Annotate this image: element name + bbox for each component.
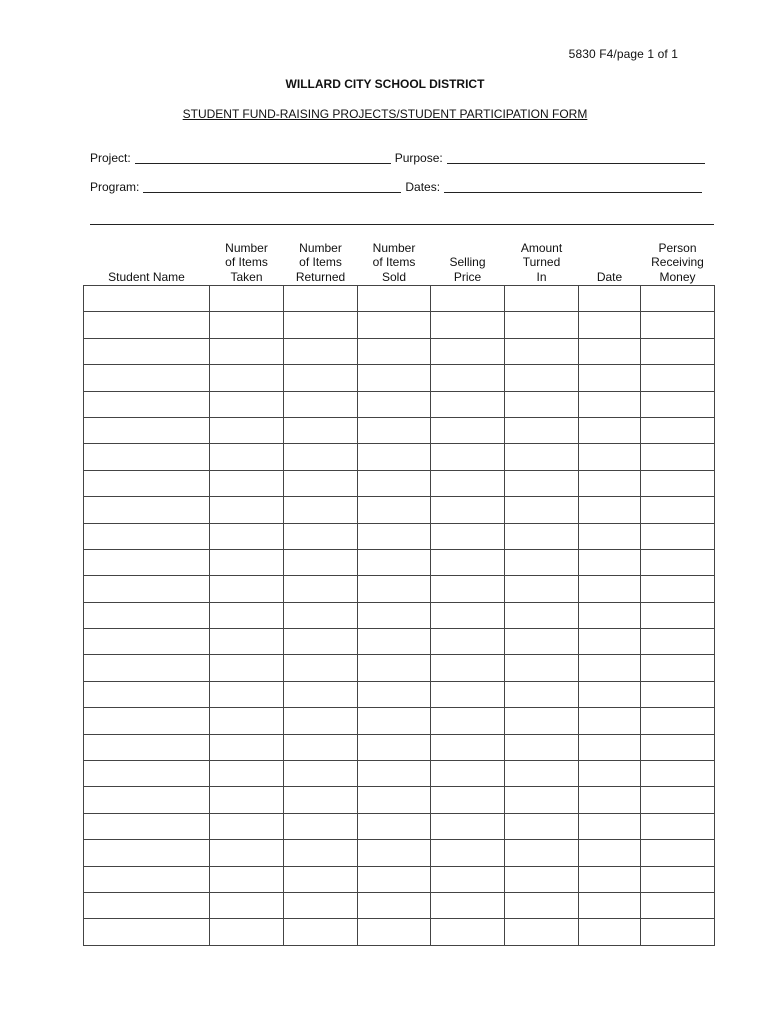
table-cell[interactable]: [358, 919, 431, 945]
table-cell[interactable]: [641, 470, 715, 496]
table-row: [84, 312, 715, 338]
table-row: [84, 417, 715, 443]
table-cell[interactable]: [641, 312, 715, 338]
form-title: STUDENT FUND-RAISING PROJECTS/STUDENT PARTICIPATION FORM: [182, 107, 588, 121]
table-cell[interactable]: [284, 655, 358, 681]
table-cell[interactable]: [84, 866, 210, 892]
table-cell[interactable]: [579, 629, 641, 655]
table-cell[interactable]: [284, 444, 358, 470]
table-cell[interactable]: [284, 840, 358, 866]
table-cell[interactable]: [431, 761, 505, 787]
table-cell[interactable]: [284, 497, 358, 523]
table-cell[interactable]: [358, 813, 431, 839]
table-row: [84, 497, 715, 523]
table-cell[interactable]: [505, 813, 579, 839]
project-purpose-line: [90, 151, 714, 165]
table-cell[interactable]: [284, 681, 358, 707]
table-cell[interactable]: [284, 708, 358, 734]
dates-field[interactable]: [444, 180, 702, 193]
table-cell[interactable]: [431, 708, 505, 734]
col-header-items-returned: Number of Items Returned: [295, 240, 346, 284]
table-cell[interactable]: [84, 338, 210, 364]
table-cell[interactable]: [84, 444, 210, 470]
table-cell[interactable]: [84, 813, 210, 839]
table-cell[interactable]: [84, 655, 210, 681]
table-cell[interactable]: [284, 602, 358, 628]
table-cell[interactable]: [358, 497, 431, 523]
table-cell[interactable]: [358, 734, 431, 760]
table-row: [84, 787, 715, 813]
table-cell[interactable]: [358, 417, 431, 443]
table-cell[interactable]: [431, 523, 505, 549]
table-row: [84, 391, 715, 417]
table-cell[interactable]: [579, 286, 641, 312]
table-cell[interactable]: [505, 576, 579, 602]
table-cell[interactable]: [431, 470, 505, 496]
table-cell[interactable]: [284, 919, 358, 945]
table-cell[interactable]: [641, 919, 715, 945]
table-cell[interactable]: [431, 312, 505, 338]
col-header-person-receiving: Person Receiving Money: [651, 240, 704, 284]
table-cell[interactable]: [579, 655, 641, 681]
table-cell[interactable]: [431, 365, 505, 391]
col-header-amount-turned-in: Amount Turned In: [520, 240, 563, 284]
table-cell[interactable]: [505, 761, 579, 787]
table-cell[interactable]: [431, 391, 505, 417]
table-cell[interactable]: [84, 523, 210, 549]
table-cell[interactable]: [210, 365, 284, 391]
table-cell[interactable]: [505, 470, 579, 496]
table-row: [84, 892, 715, 918]
table-cell[interactable]: [84, 365, 210, 391]
table-cell[interactable]: [284, 523, 358, 549]
table-cell[interactable]: [641, 681, 715, 707]
table-cell[interactable]: [641, 523, 715, 549]
table-cell[interactable]: [505, 523, 579, 549]
table-cell[interactable]: [641, 576, 715, 602]
table-row: [84, 549, 715, 575]
table-row: [84, 365, 715, 391]
table-cell[interactable]: [284, 734, 358, 760]
table-cell[interactable]: [505, 787, 579, 813]
table-cell[interactable]: [210, 681, 284, 707]
col-header-items-sold: Number of Items Sold: [372, 240, 416, 284]
table-cell[interactable]: [579, 681, 641, 707]
table-cell[interactable]: [505, 734, 579, 760]
table-cell[interactable]: [579, 787, 641, 813]
table-cell[interactable]: [505, 497, 579, 523]
table-cell[interactable]: [84, 312, 210, 338]
table-cell[interactable]: [579, 708, 641, 734]
table-cell[interactable]: [505, 549, 579, 575]
table-cell[interactable]: [505, 681, 579, 707]
project-label: Project:: [90, 151, 131, 165]
table-cell[interactable]: [358, 892, 431, 918]
table-cell[interactable]: [431, 444, 505, 470]
table-cell[interactable]: [84, 417, 210, 443]
page-ref: 5830 F4/page 1 of 1: [568, 47, 678, 61]
participation-table: [83, 236, 715, 946]
table-row: [84, 444, 715, 470]
table-cell[interactable]: [210, 602, 284, 628]
table-cell[interactable]: [210, 576, 284, 602]
table-row: [84, 761, 715, 787]
col-header-date: Date: [596, 269, 623, 284]
table-cell[interactable]: [210, 734, 284, 760]
table-cell[interactable]: [84, 734, 210, 760]
table-cell[interactable]: [579, 602, 641, 628]
table-row: [84, 338, 715, 364]
separator-rule: [90, 224, 714, 225]
table-cell[interactable]: [210, 919, 284, 945]
table-cell[interactable]: [431, 787, 505, 813]
table-cell[interactable]: [431, 892, 505, 918]
table-cell[interactable]: [505, 444, 579, 470]
table-cell[interactable]: [358, 655, 431, 681]
table-cell[interactable]: [284, 391, 358, 417]
table-cell[interactable]: [358, 761, 431, 787]
table-cell[interactable]: [505, 655, 579, 681]
table-cell[interactable]: [579, 417, 641, 443]
table-cell[interactable]: [358, 840, 431, 866]
table-row: [84, 602, 715, 628]
table-cell[interactable]: [84, 549, 210, 575]
table-cell[interactable]: [284, 417, 358, 443]
table-cell[interactable]: [505, 708, 579, 734]
table-cell[interactable]: [84, 840, 210, 866]
table-cell[interactable]: [505, 602, 579, 628]
purpose-field[interactable]: [447, 151, 705, 164]
table-row: [84, 470, 715, 496]
table-cell[interactable]: [358, 708, 431, 734]
table-cell[interactable]: [358, 338, 431, 364]
table-cell[interactable]: [358, 602, 431, 628]
table-row: [84, 708, 715, 734]
table-cell[interactable]: [358, 549, 431, 575]
table-cell[interactable]: [641, 602, 715, 628]
table-cell[interactable]: [641, 761, 715, 787]
table-cell[interactable]: [210, 892, 284, 918]
table-cell[interactable]: [284, 312, 358, 338]
table-cell[interactable]: [579, 523, 641, 549]
table-cell[interactable]: [641, 286, 715, 312]
table-cell[interactable]: [505, 840, 579, 866]
table-cell[interactable]: [641, 629, 715, 655]
table-cell[interactable]: [579, 338, 641, 364]
table-cell[interactable]: [579, 391, 641, 417]
table-cell[interactable]: [358, 576, 431, 602]
table-row: [84, 734, 715, 760]
table-cell[interactable]: [358, 365, 431, 391]
table-cell[interactable]: [358, 286, 431, 312]
table-cell[interactable]: [84, 787, 210, 813]
table-cell[interactable]: [210, 286, 284, 312]
table-cell[interactable]: [505, 629, 579, 655]
table-cell[interactable]: [505, 866, 579, 892]
table-cell[interactable]: [431, 602, 505, 628]
table-cell[interactable]: [84, 708, 210, 734]
table-cell[interactable]: [210, 444, 284, 470]
table-cell[interactable]: [210, 470, 284, 496]
table-cell[interactable]: [210, 840, 284, 866]
table-cell[interactable]: [579, 761, 641, 787]
table-row: [84, 866, 715, 892]
table-cell[interactable]: [641, 892, 715, 918]
table-cell[interactable]: [641, 417, 715, 443]
table-cell[interactable]: [284, 365, 358, 391]
table-row: [84, 576, 715, 602]
table-cell[interactable]: [84, 919, 210, 945]
table-cell[interactable]: [431, 681, 505, 707]
table-cell[interactable]: [284, 761, 358, 787]
table-cell[interactable]: [505, 338, 579, 364]
table-cell[interactable]: [210, 549, 284, 575]
table-cell[interactable]: [210, 761, 284, 787]
table-cell[interactable]: [641, 338, 715, 364]
table-cell[interactable]: [431, 919, 505, 945]
table-cell[interactable]: [210, 312, 284, 338]
table-cell[interactable]: [210, 813, 284, 839]
table-cell[interactable]: [284, 576, 358, 602]
table-row: [84, 286, 715, 312]
table-cell[interactable]: [431, 576, 505, 602]
table-cell[interactable]: [84, 681, 210, 707]
table-cell[interactable]: [579, 549, 641, 575]
table-cell[interactable]: [641, 866, 715, 892]
purpose-label: Purpose:: [394, 151, 443, 165]
table-cell[interactable]: [505, 286, 579, 312]
table-row: [84, 629, 715, 655]
project-field[interactable]: [135, 151, 391, 164]
program-label: Program:: [90, 180, 140, 194]
table-cell[interactable]: [505, 417, 579, 443]
table-cell[interactable]: [579, 919, 641, 945]
table-cell[interactable]: [431, 629, 505, 655]
table-cell[interactable]: [505, 892, 579, 918]
table-cell[interactable]: [579, 312, 641, 338]
table-cell[interactable]: [579, 813, 641, 839]
table-cell[interactable]: [358, 523, 431, 549]
table-cell[interactable]: [431, 655, 505, 681]
table-row: [84, 681, 715, 707]
table-cell[interactable]: [505, 919, 579, 945]
table-cell[interactable]: [641, 734, 715, 760]
table-cell[interactable]: [84, 576, 210, 602]
table-cell[interactable]: [505, 391, 579, 417]
table-cell[interactable]: [431, 549, 505, 575]
table-cell[interactable]: [284, 892, 358, 918]
table-cell[interactable]: [579, 892, 641, 918]
table-cell[interactable]: [84, 470, 210, 496]
table-cell[interactable]: [284, 629, 358, 655]
table-cell[interactable]: [579, 444, 641, 470]
table-cell[interactable]: [84, 892, 210, 918]
table-cell[interactable]: [641, 497, 715, 523]
table-cell[interactable]: [431, 866, 505, 892]
table-cell[interactable]: [284, 866, 358, 892]
table-cell[interactable]: [210, 391, 284, 417]
table-cell[interactable]: [210, 338, 284, 364]
table-cell[interactable]: [431, 338, 505, 364]
table-cell[interactable]: [431, 734, 505, 760]
table-cell[interactable]: [431, 417, 505, 443]
table-cell[interactable]: [84, 602, 210, 628]
table-cell[interactable]: [431, 497, 505, 523]
program-field[interactable]: [143, 180, 401, 193]
table-cell[interactable]: [641, 549, 715, 575]
col-header-student-name: Student Name: [108, 269, 185, 284]
table-row: [84, 813, 715, 839]
table-cell[interactable]: [284, 338, 358, 364]
table-cell[interactable]: [641, 444, 715, 470]
table-cell[interactable]: [358, 312, 431, 338]
col-header-selling-price: Selling Price: [449, 255, 486, 284]
table-row: [84, 840, 715, 866]
table-cell[interactable]: [210, 655, 284, 681]
table-row: [84, 523, 715, 549]
table-cell[interactable]: [358, 470, 431, 496]
table-cell[interactable]: [284, 787, 358, 813]
table-cell[interactable]: [579, 734, 641, 760]
district-name: WILLARD CITY SCHOOL DISTRICT: [285, 77, 485, 91]
dates-label: Dates:: [405, 180, 441, 194]
table-cell[interactable]: [641, 365, 715, 391]
table-cell[interactable]: [358, 787, 431, 813]
table-row: [84, 655, 715, 681]
table-cell[interactable]: [641, 655, 715, 681]
table-cell[interactable]: [431, 840, 505, 866]
table-cell[interactable]: [284, 813, 358, 839]
table-cell[interactable]: [431, 813, 505, 839]
table-cell[interactable]: [84, 497, 210, 523]
table-cell[interactable]: [358, 444, 431, 470]
table-cell[interactable]: [284, 549, 358, 575]
table-cell[interactable]: [210, 708, 284, 734]
table-cell[interactable]: [579, 365, 641, 391]
table-cell[interactable]: [210, 866, 284, 892]
table-cell[interactable]: [579, 470, 641, 496]
table-header-row: [84, 236, 715, 286]
table-cell[interactable]: [358, 391, 431, 417]
table-cell[interactable]: [505, 365, 579, 391]
table-cell[interactable]: [210, 417, 284, 443]
table-cell[interactable]: [641, 787, 715, 813]
table-cell[interactable]: [210, 787, 284, 813]
table-body: [84, 286, 715, 946]
table-cell[interactable]: [284, 286, 358, 312]
col-header-items-taken: Number of Items Taken: [225, 240, 268, 284]
table-cell[interactable]: [431, 286, 505, 312]
table-cell[interactable]: [210, 497, 284, 523]
table-cell[interactable]: [641, 391, 715, 417]
table-cell[interactable]: [579, 497, 641, 523]
table-cell[interactable]: [84, 761, 210, 787]
table-cell[interactable]: [358, 629, 431, 655]
table-cell[interactable]: [358, 866, 431, 892]
table-cell[interactable]: [84, 391, 210, 417]
table-cell[interactable]: [579, 866, 641, 892]
table-cell[interactable]: [84, 286, 210, 312]
table-cell[interactable]: [641, 813, 715, 839]
table-cell[interactable]: [210, 629, 284, 655]
table-cell[interactable]: [284, 470, 358, 496]
table-cell[interactable]: [579, 576, 641, 602]
table-cell[interactable]: [358, 681, 431, 707]
table-cell[interactable]: [210, 523, 284, 549]
program-dates-line: [90, 180, 714, 194]
table-cell[interactable]: [84, 629, 210, 655]
table-cell[interactable]: [641, 840, 715, 866]
table-row: [84, 919, 715, 945]
table-cell[interactable]: [505, 312, 579, 338]
table-cell[interactable]: [579, 840, 641, 866]
table-cell[interactable]: [641, 708, 715, 734]
